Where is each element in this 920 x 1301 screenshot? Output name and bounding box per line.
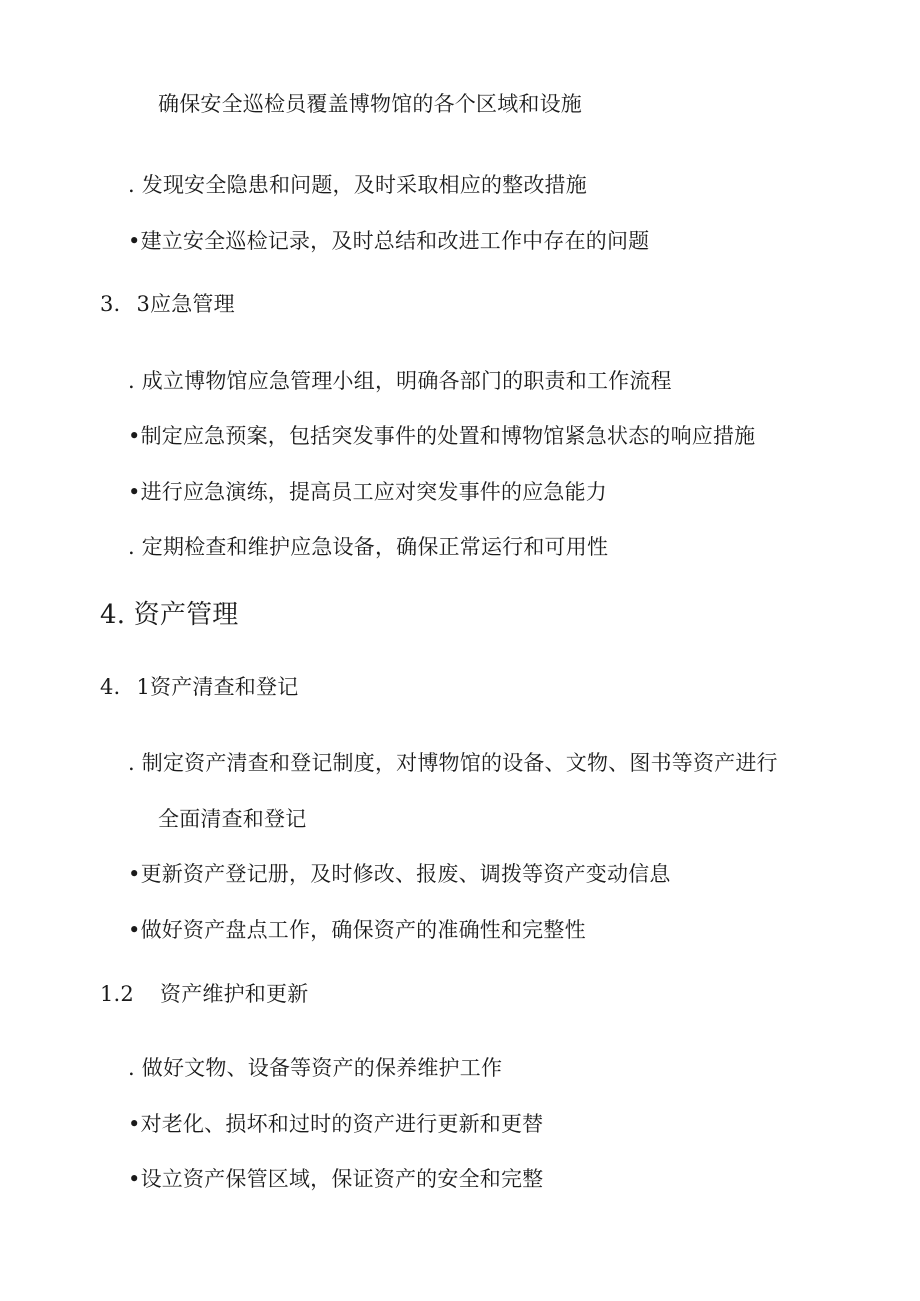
section-title: 3应急管理 (136, 292, 235, 316)
chapter-heading-4: 4. 资产管理 (100, 600, 239, 630)
list-item: •进行应急演练，提高员工应对突发事件的应急能力 (128, 480, 607, 504)
list-item: •设立资产保管区域，保证资产的安全和完整 (128, 1167, 544, 1191)
list-item: •更新资产登记册，及时修改、报废、调拨等资产变动信息 (128, 862, 671, 886)
section-number: 4. (100, 675, 121, 699)
section-heading-4-1 (100, 673, 298, 701)
section-title: 资产维护和更新 (160, 982, 309, 1006)
list-item: •做好资产盘点工作，确保资产的准确性和完整性 (128, 918, 586, 942)
section-title: 1资产清查和登记 (136, 675, 299, 699)
list-item: •建立安全巡检记录，及时总结和改进工作中存在的问题 (128, 229, 650, 253)
list-item: . 成立博物馆应急管理小组，明确各部门的职责和工作流程 (128, 369, 672, 393)
list-item: . 定期检查和维护应急设备，确保正常运行和可用性 (128, 535, 609, 559)
list-item: . 做好文物、设备等资产的保养维护工作 (128, 1056, 503, 1080)
list-item: •制定应急预案，包括突发事件的处置和博物馆紧急状态的响应措施 (128, 424, 756, 448)
list-item: . 发现安全隐患和问题，及时采取相应的整改措施 (128, 173, 587, 197)
section-number: 3. (100, 292, 121, 316)
list-item: •对老化、损坏和过时的资产进行更新和更替 (128, 1112, 544, 1136)
section-number: 1.2 (100, 982, 134, 1006)
section-heading-3-3 (100, 290, 235, 318)
list-item-continuation: 全面清查和登记 (158, 807, 307, 831)
paragraph-continuation: 确保安全巡检员覆盖博物馆的各个区域和设施 (158, 92, 582, 116)
list-item: . 制定资产清查和登记制度，对博物馆的设备、文物、图书等资产进行 (128, 751, 778, 775)
section-heading-1-2 (100, 980, 308, 1008)
